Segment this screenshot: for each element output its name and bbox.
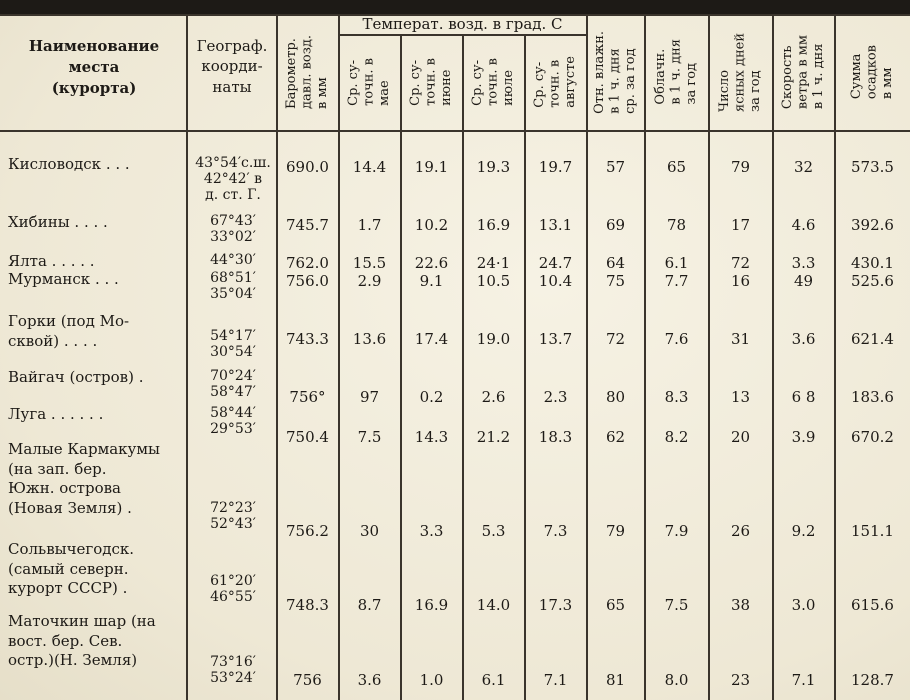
value-clear: 16 xyxy=(730,272,751,290)
header-temp-may xyxy=(339,36,400,128)
col-divider xyxy=(186,14,188,700)
value-clear: 26 xyxy=(730,522,751,540)
value-aug: 7.3 xyxy=(543,522,568,540)
value-wind: 6 8 xyxy=(791,388,816,406)
value-clear: 31 xyxy=(730,330,751,348)
value-clear: 23 xyxy=(730,671,751,689)
header-cloud-text: Облачн. в 1 ч. дня за год xyxy=(653,39,700,105)
coordinate-line: 72°23′ xyxy=(210,500,256,516)
value-wind: 32 xyxy=(793,158,814,176)
value-humidity: 80 xyxy=(605,388,626,406)
value-aug: 18.3 xyxy=(538,428,573,446)
header-humidity xyxy=(587,16,644,128)
value-may: 7.5 xyxy=(357,428,382,446)
place-name-line: (Новая Земля) . xyxy=(8,498,132,517)
header-coords-line: Географ. xyxy=(196,37,268,55)
value-may: 3.6 xyxy=(357,671,382,689)
value-may: 1.7 xyxy=(357,216,382,234)
header-name-line: места xyxy=(68,58,120,76)
value-pressure: 756.0 xyxy=(286,272,329,290)
value-precip: 183.6 xyxy=(851,388,894,406)
place-name xyxy=(8,155,186,175)
value-june: 19.1 xyxy=(414,158,449,176)
value-wind: 9.2 xyxy=(791,522,816,540)
value-july: 2.6 xyxy=(481,388,506,406)
header-pressure xyxy=(277,16,338,128)
value-june: 9.1 xyxy=(419,272,444,290)
value-june: 10.2 xyxy=(414,216,449,234)
value-humidity: 64 xyxy=(605,254,626,272)
value-precip: 621.4 xyxy=(851,330,894,348)
coordinate-line: 70°24′ xyxy=(210,368,256,384)
coordinate-line: 42°42′ в xyxy=(203,171,263,188)
value-july: 19.3 xyxy=(476,158,511,176)
coordinate-line: 68°51′ xyxy=(210,270,256,286)
value-precip: 392.6 xyxy=(851,216,894,234)
header-clear-days-text: Число ясных дней за год xyxy=(717,32,764,112)
coordinate-line: 33°02′ xyxy=(210,229,256,246)
value-may: 30 xyxy=(359,522,380,540)
place-name xyxy=(8,540,186,599)
place-name xyxy=(8,252,186,272)
header-pressure-text: Барометр. давл. возд. в мм xyxy=(284,35,331,109)
coordinates xyxy=(190,654,276,686)
place-name-line: Сольвычегодск. xyxy=(8,540,135,558)
header-temp-july xyxy=(463,36,524,128)
value-aug: 19.7 xyxy=(538,158,573,176)
header-precip-text: Сумма осадков в мм xyxy=(849,44,896,100)
value-precip: 573.5 xyxy=(851,158,894,176)
place-name-line: Луга . . . . . . xyxy=(8,405,104,423)
value-june: 22.6 xyxy=(414,254,449,272)
value-aug: 2.3 xyxy=(543,388,568,406)
value-wind: 3.9 xyxy=(791,428,816,446)
place-name-line: Южн. острова xyxy=(8,479,121,497)
coordinate-line: 61°20′ xyxy=(210,573,256,589)
header-temp-july-text: Ср. су- точн. в июле xyxy=(470,58,517,106)
coordinate-line: 46°55′ xyxy=(210,589,256,606)
value-humidity: 79 xyxy=(605,522,626,540)
value-aug: 13.1 xyxy=(538,216,573,234)
value-may: 8.7 xyxy=(357,596,382,614)
header-cloud xyxy=(645,16,708,128)
header-coords xyxy=(188,36,276,97)
value-aug: 10.4 xyxy=(538,272,573,290)
value-pressure: 756° xyxy=(289,388,326,406)
value-may: 2.9 xyxy=(357,272,382,290)
coordinates xyxy=(190,328,276,360)
coordinates xyxy=(190,500,276,532)
value-pressure: 750.4 xyxy=(286,428,329,446)
place-name xyxy=(8,440,186,518)
value-cloud: 6.1 xyxy=(664,254,689,272)
value-pressure: 756.2 xyxy=(286,522,329,540)
value-pressure: 762.0 xyxy=(286,254,329,272)
value-may: 14.4 xyxy=(352,158,387,176)
header-bottom-rule xyxy=(0,130,910,132)
coordinate-line: 73°16′ xyxy=(210,654,256,670)
value-humidity: 62 xyxy=(605,428,626,446)
value-clear: 38 xyxy=(730,596,751,614)
value-cloud: 8.0 xyxy=(664,671,689,689)
value-aug: 7.1 xyxy=(543,671,568,689)
place-name xyxy=(8,270,186,290)
coordinate-line: 30°54′ xyxy=(210,344,256,361)
value-clear: 13 xyxy=(730,388,751,406)
place-name xyxy=(8,612,186,671)
value-precip: 430.1 xyxy=(851,254,894,272)
coordinates xyxy=(190,155,276,203)
value-humidity: 81 xyxy=(605,671,626,689)
header-temp-june-text: Ср. су- точн. в июне xyxy=(408,58,455,106)
value-july: 21.2 xyxy=(476,428,511,446)
place-name-line: вост. бер. Сев. xyxy=(8,631,123,650)
value-cloud: 78 xyxy=(666,216,687,234)
value-may: 13.6 xyxy=(352,330,387,348)
place-name-line: Кисловодск . . . xyxy=(8,155,130,173)
value-july: 16.9 xyxy=(476,216,511,234)
value-humidity: 65 xyxy=(605,596,626,614)
value-june: 16.9 xyxy=(414,596,449,614)
coordinates xyxy=(190,270,276,302)
value-pressure: 756 xyxy=(293,671,322,689)
value-wind: 3.3 xyxy=(791,254,816,272)
place-name xyxy=(8,405,186,425)
value-cloud: 65 xyxy=(666,158,687,176)
value-july: 5.3 xyxy=(481,522,506,540)
header-humidity-text: Отн. влажн. в 1 ч. дня ср. за год xyxy=(592,30,639,114)
value-precip: 128.7 xyxy=(851,671,894,689)
value-july: 19.0 xyxy=(476,330,511,348)
place-name-line: Малые Кармакумы xyxy=(8,440,160,458)
value-cloud: 7.5 xyxy=(664,596,689,614)
header-temp-aug xyxy=(525,36,586,128)
header-wind xyxy=(773,16,834,128)
coordinate-line: 58°44′ xyxy=(210,405,256,421)
header-precip xyxy=(835,16,910,128)
value-cloud: 8.2 xyxy=(664,428,689,446)
coordinate-line: 29°53′ xyxy=(210,421,256,438)
value-precip: 525.6 xyxy=(851,272,894,290)
value-clear: 20 xyxy=(730,428,751,446)
header-temp-aug-text: Ср. су- точн. в августе xyxy=(532,56,579,108)
place-name xyxy=(8,213,186,233)
value-cloud: 7.7 xyxy=(664,272,689,290)
value-humidity: 75 xyxy=(605,272,626,290)
coordinates xyxy=(190,405,276,437)
value-humidity: 69 xyxy=(605,216,626,234)
header-wind-text: Скорость ветра в мм в 1 ч. дня xyxy=(780,34,827,110)
value-pressure: 743.3 xyxy=(286,330,329,348)
value-wind: 49 xyxy=(793,272,814,290)
header-temp-june xyxy=(401,36,462,128)
coordinate-line: 35°04′ xyxy=(210,286,256,303)
coordinate-line: 54°17′ xyxy=(210,328,256,344)
place-name-line: сквой) . . . . xyxy=(8,331,98,350)
place-name-line: (на зап. бер. xyxy=(8,459,107,478)
value-humidity: 57 xyxy=(605,158,626,176)
value-wind: 7.1 xyxy=(791,671,816,689)
place-name-line: курорт СССР) . xyxy=(8,579,128,597)
coordinates xyxy=(190,213,276,245)
header-coords-line: коорди- xyxy=(201,57,263,76)
value-pressure: 690.0 xyxy=(286,158,329,176)
header-temp-group: Температ. возд. в град. С xyxy=(362,15,563,33)
coordinate-line: 44°30′ xyxy=(210,252,256,268)
place-name-line: Маточкин шар (на xyxy=(8,612,156,630)
value-clear: 79 xyxy=(730,158,751,176)
coordinates xyxy=(190,573,276,605)
value-aug: 13.7 xyxy=(538,330,573,348)
value-june: 0.2 xyxy=(419,388,444,406)
value-clear: 17 xyxy=(730,216,751,234)
coordinate-line: д. ст. Г. xyxy=(205,187,261,204)
place-name-line: Горки (под Мо- xyxy=(8,312,130,330)
coordinates xyxy=(190,252,276,268)
value-precip: 670.2 xyxy=(851,428,894,446)
place-name-line: Вайгач (остров) . xyxy=(8,368,144,386)
place-name-line: Хибины . . . . xyxy=(8,213,108,231)
coordinate-line: 43°54′с.ш. xyxy=(195,155,271,171)
place-name xyxy=(8,312,186,351)
coordinates xyxy=(190,368,276,400)
place-name-line: остр.)(Н. Земля) xyxy=(8,651,138,669)
coordinate-line: 53°24′ xyxy=(210,670,256,687)
value-july: 14.0 xyxy=(476,596,511,614)
value-cloud: 7.9 xyxy=(664,522,689,540)
value-humidity: 72 xyxy=(605,330,626,348)
header-name xyxy=(4,36,184,99)
value-pressure: 748.3 xyxy=(286,596,329,614)
header-clear-days xyxy=(709,16,772,128)
value-june: 17.4 xyxy=(414,330,449,348)
value-june: 1.0 xyxy=(419,671,444,689)
value-may: 15.5 xyxy=(352,254,387,272)
value-cloud: 7.6 xyxy=(664,330,689,348)
value-precip: 151.1 xyxy=(851,522,894,540)
value-july: 10.5 xyxy=(476,272,511,290)
coordinate-line: 58°47′ xyxy=(210,384,256,401)
place-name-line: (самый северн. xyxy=(8,559,129,578)
value-june: 14.3 xyxy=(414,428,449,446)
value-aug: 17.3 xyxy=(538,596,573,614)
value-may: 97 xyxy=(359,388,380,406)
value-wind: 3.0 xyxy=(791,596,816,614)
value-cloud: 8.3 xyxy=(664,388,689,406)
header-name-line: (курорта) xyxy=(51,79,137,97)
header-name-line: Наименование xyxy=(28,37,160,55)
value-precip: 615.6 xyxy=(851,596,894,614)
header-coords-line: наты xyxy=(212,77,252,96)
coordinate-line: 67°43′ xyxy=(210,213,256,229)
value-july: 6.1 xyxy=(481,671,506,689)
value-clear: 72 xyxy=(730,254,751,272)
page-top-edge xyxy=(0,0,910,14)
value-wind: 3.6 xyxy=(791,330,816,348)
value-july: 24·1 xyxy=(476,254,511,272)
value-june: 3.3 xyxy=(419,522,444,540)
header-temp-may-text: Ср. су- точн. в мае xyxy=(346,58,393,106)
value-wind: 4.6 xyxy=(791,216,816,234)
place-name-line: Ялта . . . . . xyxy=(8,252,95,270)
place-name-line: Мурманск . . . xyxy=(8,270,119,288)
coordinate-line: 52°43′ xyxy=(210,516,256,533)
value-pressure: 745.7 xyxy=(286,216,329,234)
value-aug: 24.7 xyxy=(538,254,573,272)
place-name xyxy=(8,368,186,388)
